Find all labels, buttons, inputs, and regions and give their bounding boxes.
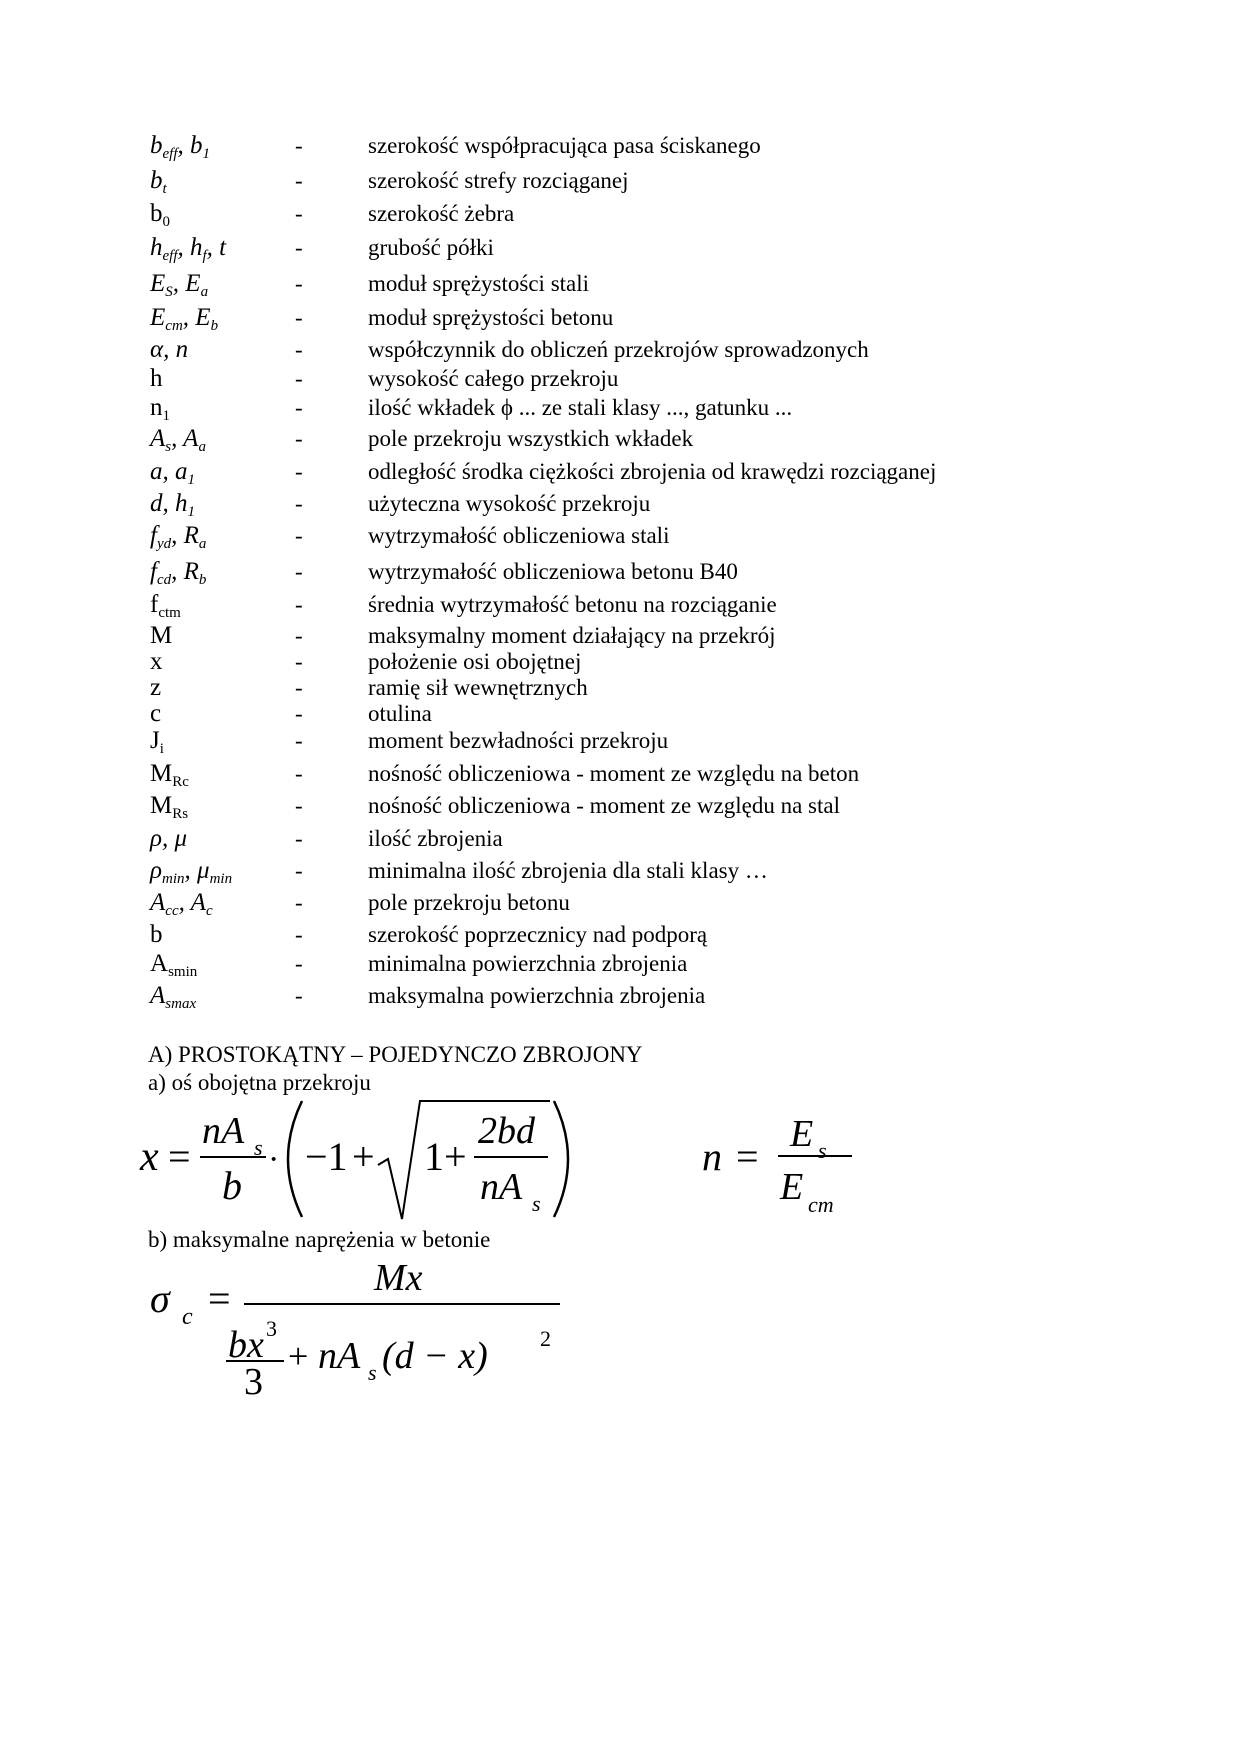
symbol-dash: - xyxy=(295,235,303,260)
symbol-second: , μ xyxy=(184,857,210,884)
formula3-plus: + xyxy=(288,1336,309,1376)
symbol-subscript: eff xyxy=(162,146,178,162)
symbol-second: , A xyxy=(171,425,199,452)
symbol-subscript: 1 xyxy=(162,408,170,424)
symbol-dash: - xyxy=(295,592,303,617)
symbol xyxy=(150,266,208,302)
symbol-base: α, n xyxy=(150,336,189,363)
symbol xyxy=(150,788,188,824)
symbol-row xyxy=(0,946,1240,982)
symbol-row xyxy=(0,821,1240,857)
symbol-subscript: Rs xyxy=(172,806,189,822)
symbol-second: , A xyxy=(178,889,206,916)
symbol-dash: - xyxy=(295,168,303,193)
symbol-base: ρ xyxy=(150,857,162,884)
symbol-dash: - xyxy=(295,951,303,976)
symbol-base: z xyxy=(150,674,162,701)
symbol-base: A xyxy=(150,950,169,977)
symbol-base: d, h xyxy=(150,490,188,517)
symbol-second-subscript: f xyxy=(202,248,207,264)
symbol-subscript: 0 xyxy=(162,214,170,230)
symbol-base: E xyxy=(150,304,166,331)
symbol-dash: - xyxy=(295,761,303,786)
symbol-second-subscript: a xyxy=(198,536,207,552)
symbol-dash: - xyxy=(295,201,303,226)
symbol-dash: - xyxy=(295,858,303,883)
symbol-description: moduł sprężystości betonu xyxy=(368,305,614,330)
symbol-dash: - xyxy=(295,675,303,700)
symbol-second: , R xyxy=(171,522,199,549)
symbol-description: maksymalny moment działający na przekrój xyxy=(368,623,776,648)
formula3-exp3: 3 xyxy=(266,1316,277,1341)
symbol-row xyxy=(0,978,1240,1014)
symbol-description: ilość zbrojenia xyxy=(368,826,503,851)
formula1-b: b xyxy=(222,1163,242,1208)
symbol-base: c xyxy=(150,700,162,727)
symbol-base: ρ, μ xyxy=(150,825,188,852)
formula2-Ecm: E xyxy=(780,1166,804,1208)
symbol-dash: - xyxy=(295,366,303,391)
symbol-row xyxy=(0,196,1240,232)
max-concrete-stress-formula xyxy=(130,1250,570,1403)
formula2-n: n xyxy=(702,1134,722,1179)
symbol-subscript: 1 xyxy=(187,504,195,520)
symbol-description: maksymalna powierzchnia zbrojenia xyxy=(368,983,706,1008)
symbol-second-subscript: b xyxy=(198,572,207,588)
symbol-row xyxy=(0,723,1240,759)
formula1-left-paren xyxy=(288,1101,302,1217)
symbol-subscript: smax xyxy=(165,996,197,1012)
symbol-row xyxy=(0,554,1240,590)
symbol-dash: - xyxy=(295,890,303,915)
symbol-description: moment bezwładności przekroju xyxy=(368,728,669,753)
symbol-subscript: smin xyxy=(168,964,198,980)
symbol-description: minimalna powierzchnia zbrojenia xyxy=(368,951,688,976)
symbol-subscript: ctm xyxy=(158,605,181,621)
symbol-second-subscript: 1 xyxy=(202,146,210,162)
formula3-bx: bx xyxy=(228,1324,264,1366)
formula3-d-minus-x: (d − x) xyxy=(382,1335,488,1377)
symbol-subscript: 1 xyxy=(187,472,195,488)
symbol xyxy=(150,230,226,266)
symbol-dash: - xyxy=(295,826,303,851)
symbol-subscript: Rc xyxy=(172,774,189,790)
symbol-subscript: s xyxy=(165,439,172,455)
symbol-base: f xyxy=(150,591,159,618)
symbol-dash: - xyxy=(295,426,303,451)
symbol-row xyxy=(0,454,1240,490)
formula2-cm: cm xyxy=(808,1192,834,1217)
symbol xyxy=(150,756,189,792)
formula1-right-paren xyxy=(554,1101,568,1217)
symbol-description: położenie osi obojętnej xyxy=(368,649,582,674)
symbol-second-subscript: b xyxy=(210,318,219,334)
item-a-label: a) oś obojętna przekroju xyxy=(148,1070,371,1095)
formula3-eq: = xyxy=(208,1276,231,1321)
formula3-s: s xyxy=(368,1360,377,1385)
symbol xyxy=(150,821,187,857)
symbol-second: , E xyxy=(182,304,211,331)
symbol-third: , t xyxy=(206,234,227,261)
symbol-description: wysokość całego przekroju xyxy=(368,366,619,391)
formula2-E: E xyxy=(790,1113,814,1155)
symbol-row xyxy=(0,486,1240,522)
neutral-axis-formula xyxy=(130,1095,570,1225)
symbol xyxy=(150,421,206,457)
symbol-dash: - xyxy=(295,491,303,516)
symbol-description: ramię sił wewnętrznych xyxy=(368,675,588,700)
symbol-description: szerokość żebra xyxy=(368,201,515,226)
symbol-base: b xyxy=(150,921,163,948)
item-b-label: b) maksymalne naprężenia w betonie xyxy=(148,1227,491,1252)
symbol-base: A xyxy=(150,982,166,1009)
symbol-dash: - xyxy=(295,623,303,648)
symbol-base: J xyxy=(150,727,160,754)
symbol-dash: - xyxy=(295,983,303,1008)
formula1-minus-one: −1 xyxy=(305,1134,348,1179)
symbol xyxy=(150,486,195,522)
symbol-dash: - xyxy=(295,649,303,674)
symbol-base: M xyxy=(150,792,173,819)
formula1-2bd: 2bd xyxy=(478,1110,535,1152)
symbol-dash: - xyxy=(295,793,303,818)
symbol xyxy=(150,723,164,759)
formula1-nA2: nA xyxy=(480,1166,523,1208)
symbol-row xyxy=(0,421,1240,457)
formula1-nA: nA xyxy=(202,1110,245,1152)
symbol-base: x xyxy=(150,648,163,675)
formula1-one: 1 xyxy=(424,1134,444,1179)
formula3-c: c xyxy=(182,1304,193,1330)
formula1-plus: + xyxy=(352,1134,375,1179)
symbol-row xyxy=(0,230,1240,266)
modular-ratio-formula xyxy=(700,1112,860,1222)
symbol-subscript: cc xyxy=(165,903,179,919)
symbol-row xyxy=(0,266,1240,302)
symbol-base: a, a xyxy=(150,458,188,485)
symbol-subscript: yd xyxy=(156,536,172,552)
symbol-description: nośność obliczeniowa - moment ze względu na stal xyxy=(368,793,840,818)
symbol-description: nośność obliczeniowa - moment ze względu na beton xyxy=(368,761,860,786)
symbol-base: h xyxy=(150,365,163,392)
formula2-s: s xyxy=(818,1138,827,1163)
section-heading: A) PROSTOKĄTNY – POJEDYNCZO ZBROJONY xyxy=(148,1042,643,1067)
symbol-second: , E xyxy=(172,270,201,297)
symbol-base: M xyxy=(150,622,173,649)
symbol-dash: - xyxy=(295,701,303,726)
formula1-dot: · xyxy=(268,1141,280,1178)
symbol-second-subscript: c xyxy=(205,903,213,919)
symbol-dash: - xyxy=(295,459,303,484)
symbol-description: szerokość współpracująca pasa ściskanego xyxy=(368,133,761,158)
symbol-row xyxy=(0,853,1240,889)
symbol xyxy=(150,300,218,336)
symbol-subscript: S xyxy=(165,284,173,300)
symbol xyxy=(150,554,206,590)
symbol-base: E xyxy=(150,270,166,297)
symbol xyxy=(150,518,206,554)
symbol-dash: - xyxy=(295,559,303,584)
symbol-base: f xyxy=(150,522,157,549)
symbol-description: moduł sprężystości stali xyxy=(368,271,590,296)
symbol-description: pole przekroju wszystkich wkładek xyxy=(368,426,694,451)
symbol-subscript: cd xyxy=(156,572,172,588)
formula1-plus2: + xyxy=(444,1134,467,1179)
symbol-second: , h xyxy=(177,234,203,261)
symbol-subscript: t xyxy=(162,181,167,197)
formula1-s: s xyxy=(254,1135,263,1160)
formula3-three: 3 xyxy=(244,1361,263,1403)
symbol-base: b xyxy=(150,132,163,159)
formula3-Mx: Mx xyxy=(374,1257,423,1299)
symbol xyxy=(150,978,196,1014)
symbol-second-subscript: min xyxy=(209,871,233,887)
symbol-description: średnia wytrzymałość betonu na rozciąganie xyxy=(368,592,777,617)
symbol-dash: - xyxy=(295,523,303,548)
symbol-row xyxy=(0,518,1240,554)
formula2-eq: = xyxy=(736,1134,759,1179)
symbol-base: b xyxy=(150,167,163,194)
symbol-second: , b xyxy=(177,132,203,159)
symbol-dash: - xyxy=(295,395,303,420)
symbol-description: odległość środka ciężkości zbrojenia od krawędzi rozciąganej xyxy=(368,459,937,484)
symbol-dash: - xyxy=(295,305,303,330)
symbol-row xyxy=(0,163,1240,199)
symbol-base: M xyxy=(150,760,173,787)
symbol xyxy=(150,196,170,232)
symbol-dash: - xyxy=(295,133,303,158)
symbol-subscript: eff xyxy=(162,248,178,264)
formula1-s2: s xyxy=(532,1191,541,1216)
symbol-row xyxy=(0,128,1240,164)
symbol-description: minimalna ilość zbrojenia dla stali klasy … xyxy=(368,858,768,883)
symbol xyxy=(150,454,195,490)
symbol-description: szerokość poprzecznicy nad podporą xyxy=(368,922,708,947)
symbol-row xyxy=(0,885,1240,921)
symbol xyxy=(150,163,167,199)
symbol-base: A xyxy=(150,889,166,916)
symbol-description: pole przekroju betonu xyxy=(368,890,570,915)
symbol-description: współczynnik do obliczeń przekrojów sprowadzonych xyxy=(368,337,869,362)
symbol-description: wytrzymałość obliczeniowa betonu B40 xyxy=(368,559,738,584)
symbol-row xyxy=(0,300,1240,336)
symbol-base: A xyxy=(150,425,166,452)
symbol-second: , R xyxy=(171,558,199,585)
symbol-subscript: cm xyxy=(165,318,183,334)
symbol-dash: - xyxy=(295,922,303,947)
symbol-description: ilość wkładek ϕ ... ze stali klasy ..., gatunku ... xyxy=(368,395,793,420)
symbol-second-subscript: a xyxy=(200,284,209,300)
symbol-description: otulina xyxy=(368,701,432,726)
formula1-eq: = xyxy=(168,1134,191,1179)
formula3-nA: nA xyxy=(318,1335,361,1377)
symbol-description: użyteczna wysokość przekroju xyxy=(368,491,651,516)
symbol-subscript: min xyxy=(162,871,185,887)
symbol-dash: - xyxy=(295,271,303,296)
symbol-description: szerokość strefy rozciąganej xyxy=(368,168,629,193)
formula3-sigma: σ xyxy=(150,1276,170,1321)
symbol xyxy=(150,128,210,164)
symbol-dash: - xyxy=(295,728,303,753)
symbol-base: h xyxy=(150,234,163,261)
symbol-row xyxy=(0,756,1240,792)
symbol-base: n xyxy=(150,394,163,421)
symbol-base: b xyxy=(150,200,163,227)
symbol-row xyxy=(0,788,1240,824)
symbol xyxy=(150,853,232,889)
formula1-x: x xyxy=(140,1134,159,1180)
symbol xyxy=(150,946,197,982)
symbol-subscript: i xyxy=(159,741,164,757)
symbol-second-subscript: a xyxy=(198,439,206,455)
formula3-exp2: 2 xyxy=(540,1326,551,1351)
symbol-description: grubość półki xyxy=(368,235,494,260)
symbol xyxy=(150,885,213,921)
symbol-dash: - xyxy=(295,337,303,362)
symbol-description: wytrzymałość obliczeniowa stali xyxy=(368,523,670,548)
symbol-base: f xyxy=(150,558,157,585)
